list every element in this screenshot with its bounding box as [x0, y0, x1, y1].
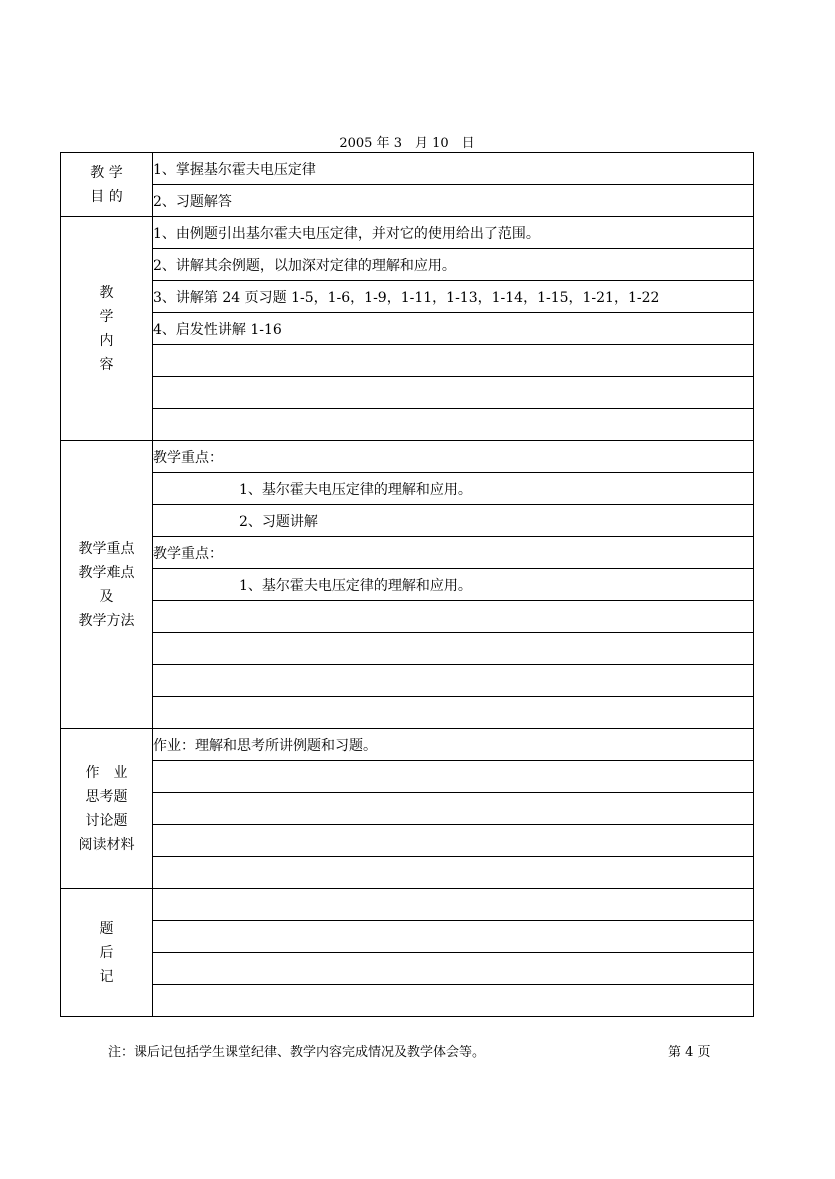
empty-row [153, 985, 754, 1017]
keypoints-row [153, 569, 754, 601]
label-line: 教学重点 [78, 540, 135, 557]
empty-row [153, 409, 754, 441]
empty-row [153, 601, 754, 633]
keypoints-row [153, 505, 754, 537]
lesson-date: 2005 年 3 月 10 日 [339, 136, 475, 151]
label-line: 思考题 [85, 788, 128, 805]
afterclass-label [61, 889, 153, 1017]
label-line: 作 业 [85, 764, 128, 781]
objective-row: 1、掌握基尔霍夫电压定律 [153, 153, 754, 185]
empty-row [153, 761, 754, 793]
empty-row [153, 345, 754, 377]
content-row: 3、讲解第 24 页习题 1-5，1-6，1-9，1-11，1-13，1-14，1-15，1-21，1-22 [153, 281, 754, 313]
difficulty-item: 1、基尔霍夫电压定律的理解和应用。 [239, 577, 472, 594]
label-line: 后 [99, 944, 114, 961]
empty-row [153, 377, 754, 409]
label-line: 记 [99, 968, 114, 985]
label-line: 题 [99, 920, 114, 937]
lesson-plan-table [60, 152, 754, 1017]
label-line: 学 [99, 308, 114, 325]
keypoints-item: 1、基尔霍夫电压定律的理解和应用。 [239, 481, 472, 498]
label-line: 教 [99, 284, 114, 301]
label-line: 阅读材料 [78, 836, 135, 853]
page-number: 第 4 页 [668, 1045, 711, 1060]
content-row: 4、启发性讲解 1-16 [153, 313, 754, 345]
content-row: 1、由例题引出基尔霍夫电压定律，并对它的使用给出了范围。 [153, 217, 754, 249]
label-line: 目 的 [90, 188, 123, 205]
objective-row: 2、习题解答 [153, 185, 754, 217]
keypoints-label [61, 441, 153, 729]
homework-row: 作业：理解和思考所讲例题和习题。 [153, 729, 754, 761]
empty-row [153, 633, 754, 665]
homework-label [61, 729, 153, 889]
label-line: 教 学 [90, 164, 123, 181]
content-label [61, 217, 153, 441]
keypoints-heading: 教学重点： [153, 441, 754, 473]
empty-row [153, 665, 754, 697]
content-row: 2、讲解其余例题，以加深对定律的理解和应用。 [153, 249, 754, 281]
empty-row [153, 921, 754, 953]
empty-row [153, 889, 754, 921]
label-line: 内 [99, 332, 114, 349]
keypoints-row [153, 473, 754, 505]
label-line: 及 [99, 588, 114, 605]
label-line: 讨论题 [85, 812, 128, 829]
empty-row [153, 857, 754, 889]
label-line: 教学难点 [78, 564, 135, 581]
keypoints-item: 2、习题讲解 [239, 513, 318, 530]
label-line: 容 [99, 356, 114, 373]
empty-row [153, 953, 754, 985]
empty-row [153, 825, 754, 857]
label-line: 教学方法 [78, 612, 135, 629]
difficulty-heading: 教学重点： [153, 537, 754, 569]
empty-row [153, 697, 754, 729]
footer-note: 注：课后记包括学生课堂纪律、教学内容完成情况及教学体会等。 [108, 1045, 486, 1060]
objective-label [61, 153, 153, 217]
empty-row [153, 793, 754, 825]
